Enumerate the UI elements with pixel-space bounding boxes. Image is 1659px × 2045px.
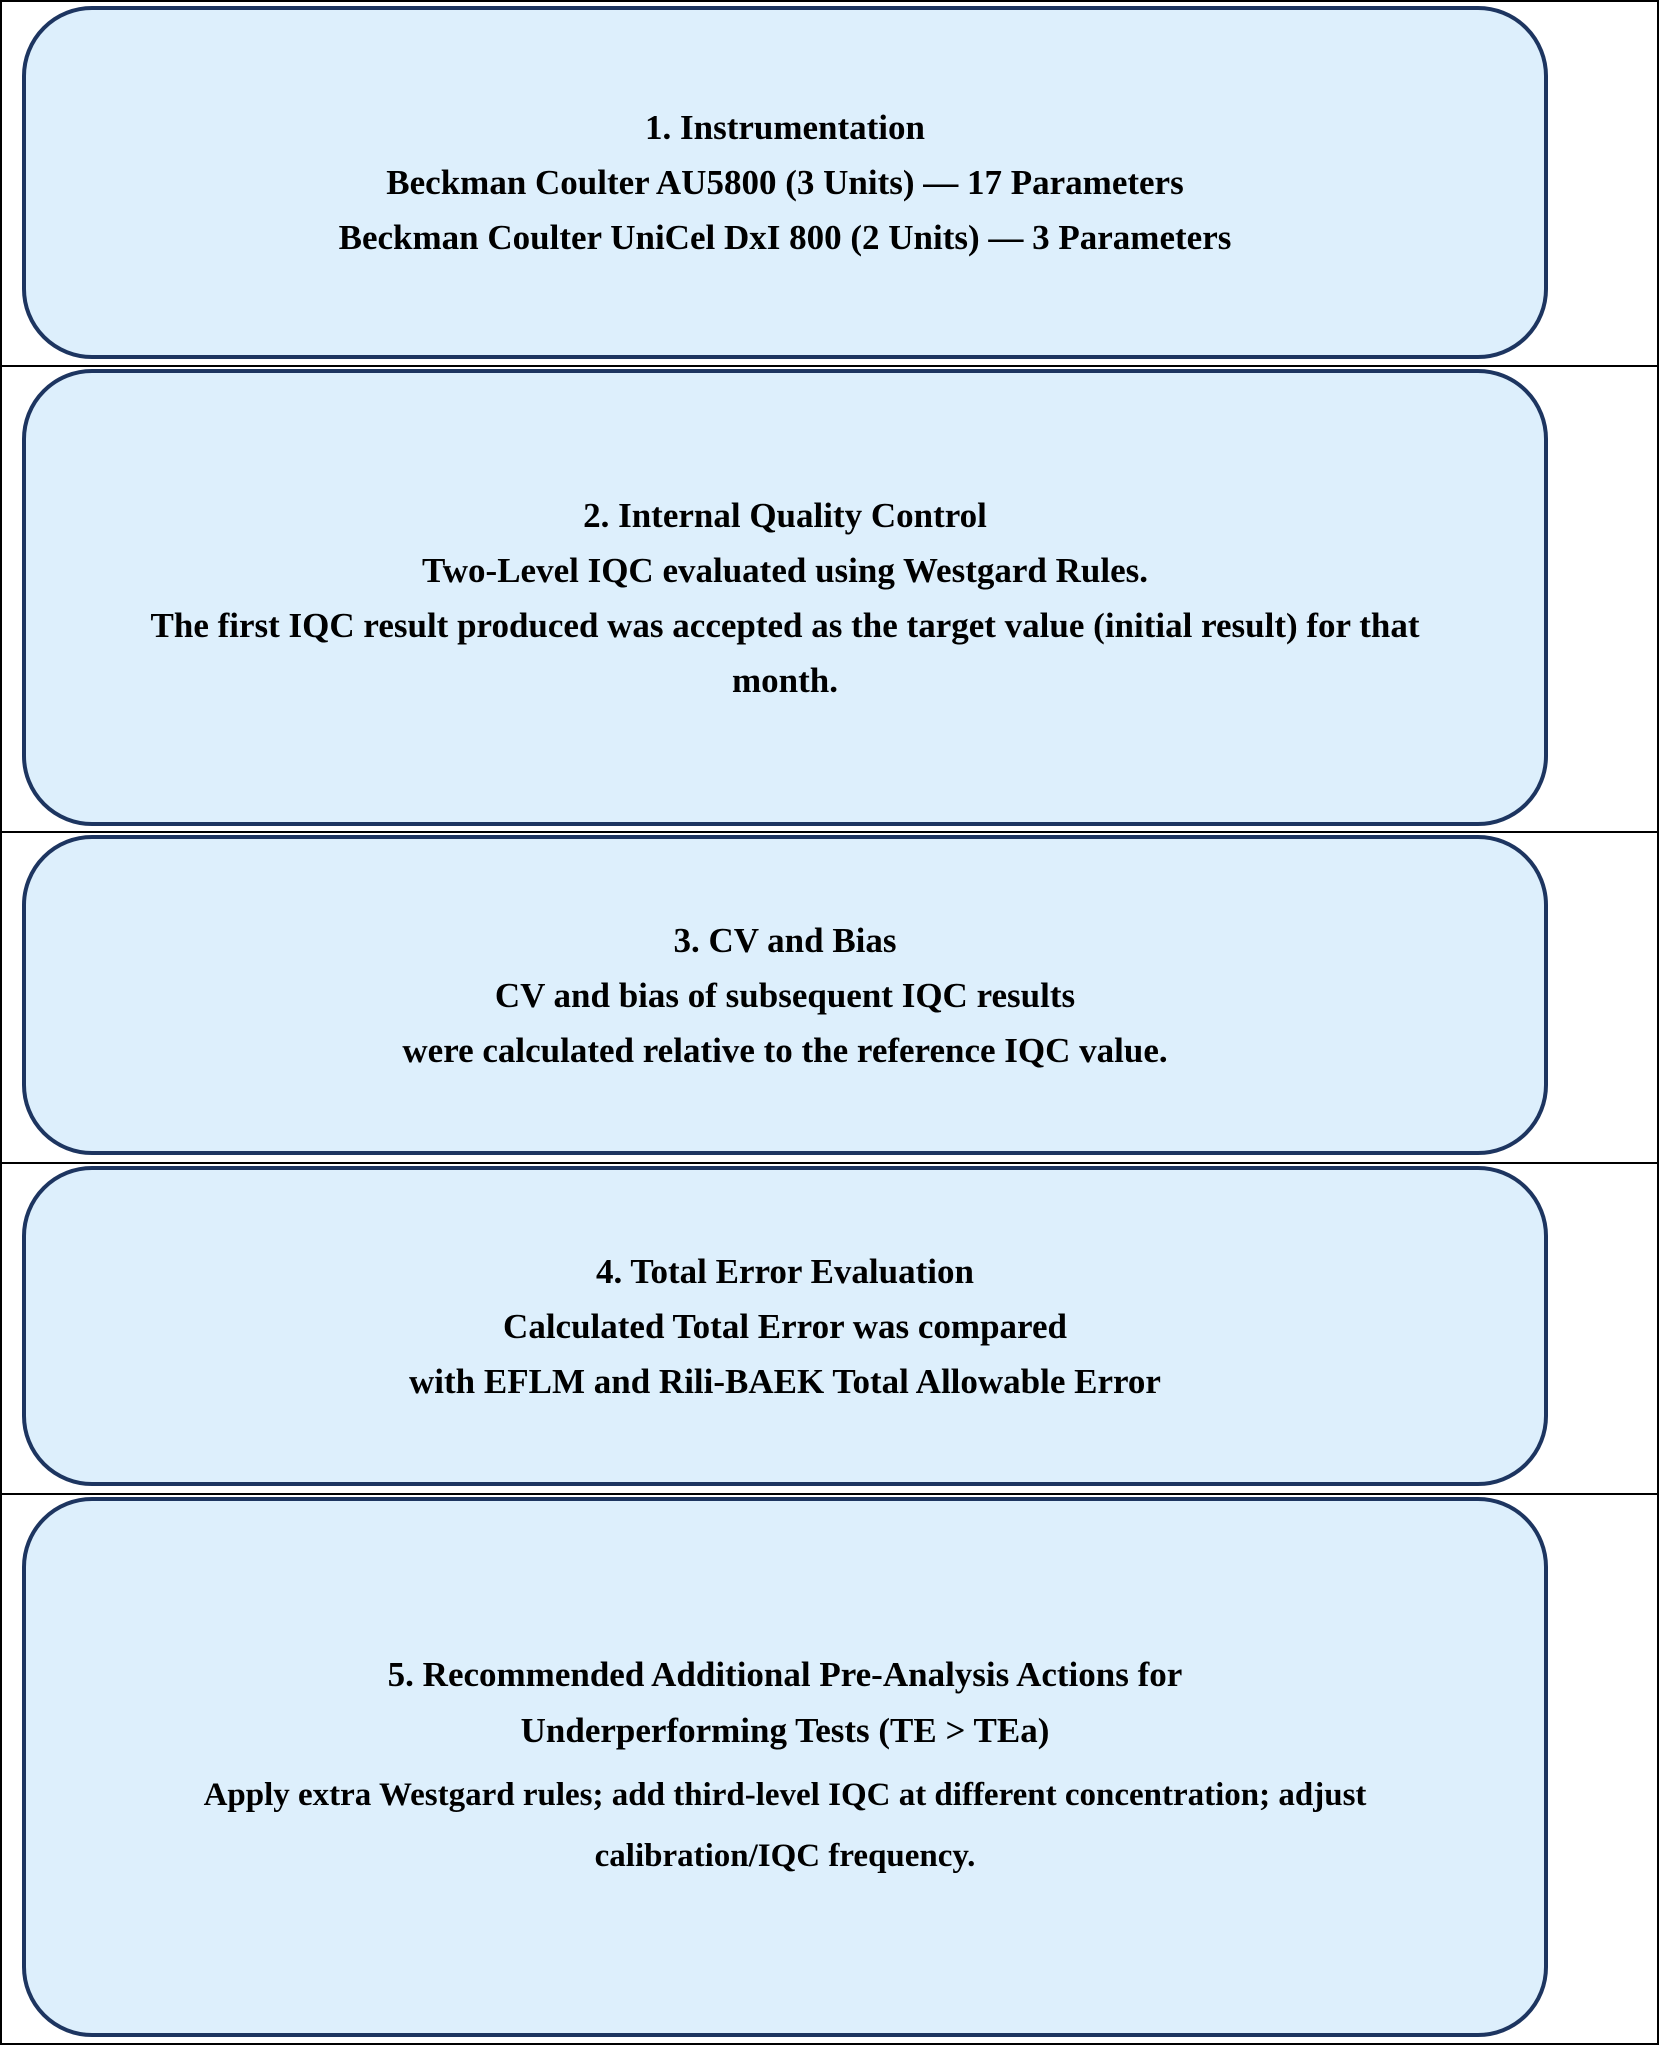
step-title: 3. CV and Bias bbox=[673, 920, 897, 960]
step-text-line: Beckman Coulter UniCel DxI 800 (2 Units) — 3 Parameters bbox=[338, 218, 1232, 257]
step-text-line: CV and bias of subsequent IQC results bbox=[494, 975, 1076, 1015]
step-text-line: were calculated relative to the reference IQC value. bbox=[402, 1030, 1168, 1070]
step-text-line: Two-Level IQC evaluated using Westgard Rules. bbox=[422, 550, 1148, 590]
step-text-line: Calculated Total Error was compared bbox=[503, 1306, 1067, 1346]
step-recommended-actions-box bbox=[22, 1497, 1548, 2037]
step-internal-quality-control-box bbox=[22, 369, 1548, 826]
table-row-divider bbox=[0, 1162, 1659, 1164]
step-title: 5. Recommended Additional Pre-Analysis Actions for bbox=[387, 1655, 1183, 1694]
step-title-continued: Underperforming Tests (TE > TEa) bbox=[520, 1711, 1050, 1750]
step-instrumentation-box bbox=[22, 6, 1548, 359]
table-row-divider bbox=[0, 831, 1659, 833]
step-text-line: Beckman Coulter AU5800 (3 Units) — 17 Parameters bbox=[386, 163, 1184, 202]
step-title: 2. Internal Quality Control bbox=[583, 495, 987, 535]
step-text-line: Apply extra Westgard rules; add third-level IQC at different concentration; adjust calibration/IQC frequency. bbox=[203, 1777, 1367, 1874]
step-total-error-evaluation-box bbox=[22, 1166, 1548, 1486]
table-row-divider bbox=[0, 0, 1659, 2]
table-row-divider bbox=[0, 1493, 1659, 1495]
step-cv-and-bias-box bbox=[22, 835, 1548, 1155]
step-text-line: with EFLM and Rili-BAEK Total Allowable Error bbox=[409, 1361, 1161, 1401]
step-text-line: The first IQC result produced was accepted as the target value (initial result) for that month. bbox=[150, 605, 1420, 700]
table-row-divider bbox=[0, 365, 1659, 367]
step-title: 1. Instrumentation bbox=[644, 108, 926, 147]
table-border-left bbox=[0, 0, 2, 2045]
step-title: 4. Total Error Evaluation bbox=[596, 1251, 974, 1291]
